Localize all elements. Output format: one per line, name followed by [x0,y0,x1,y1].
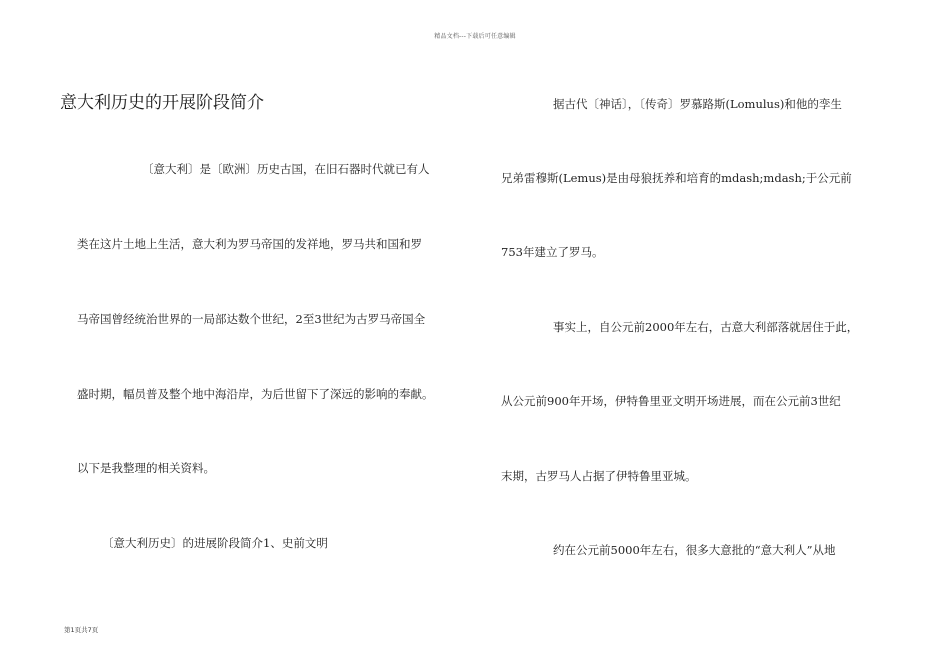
right-line-7: 约在公元前5000年左右，很多大意批的“意大利人”从地 [553,543,836,557]
left-line-2: 类在这片土地上生活，意大利为罗马帝国的发祥地，罗马共和国和罗 [77,237,422,251]
header-note: 精品文档---下载后可任意编辑 [434,33,516,40]
left-line-6: 〔意大利历史〕的进展阶段简介1、史前文明 [102,536,328,550]
right-line-2: 兄弟雷穆斯(Lemus)是由母狼抚养和培育的mdash;mdash;于公元前 [501,171,852,185]
left-line-4: 盛时期，幅员普及整个地中海沿岸，为后世留下了深远的影响的奉献。 [77,387,434,401]
right-line-3: 753年建立了罗马。 [501,245,604,259]
page-footer: 第1页共7页 [64,626,99,634]
right-line-5: 从公元前900年开场，伊特鲁里亚文明开场进展，而在公元前3世纪 [501,394,841,408]
right-line-1: 据古代〔神话〕，〔传奇〕罗慕路斯(Lomulus)和他的孪生 [553,97,842,111]
left-line-1: 〔意大利〕是〔欧洲〕历史古国，在旧石器时代就已有人 [142,162,430,176]
left-line-5: 以下是我整理的相关资料。 [77,461,215,475]
right-line-4: 事实上，自公元前2000年左右，古意大利部落就居住于此， [553,320,859,334]
right-line-6: 末期，古罗马人占据了伊特鲁里亚城。 [501,469,697,483]
document-title: 意大利历史的开展阶段简介 [60,93,264,113]
left-line-3: 马帝国曾经统治世界的一局部达数个世纪，2至3世纪为古罗马帝国全 [77,312,426,326]
